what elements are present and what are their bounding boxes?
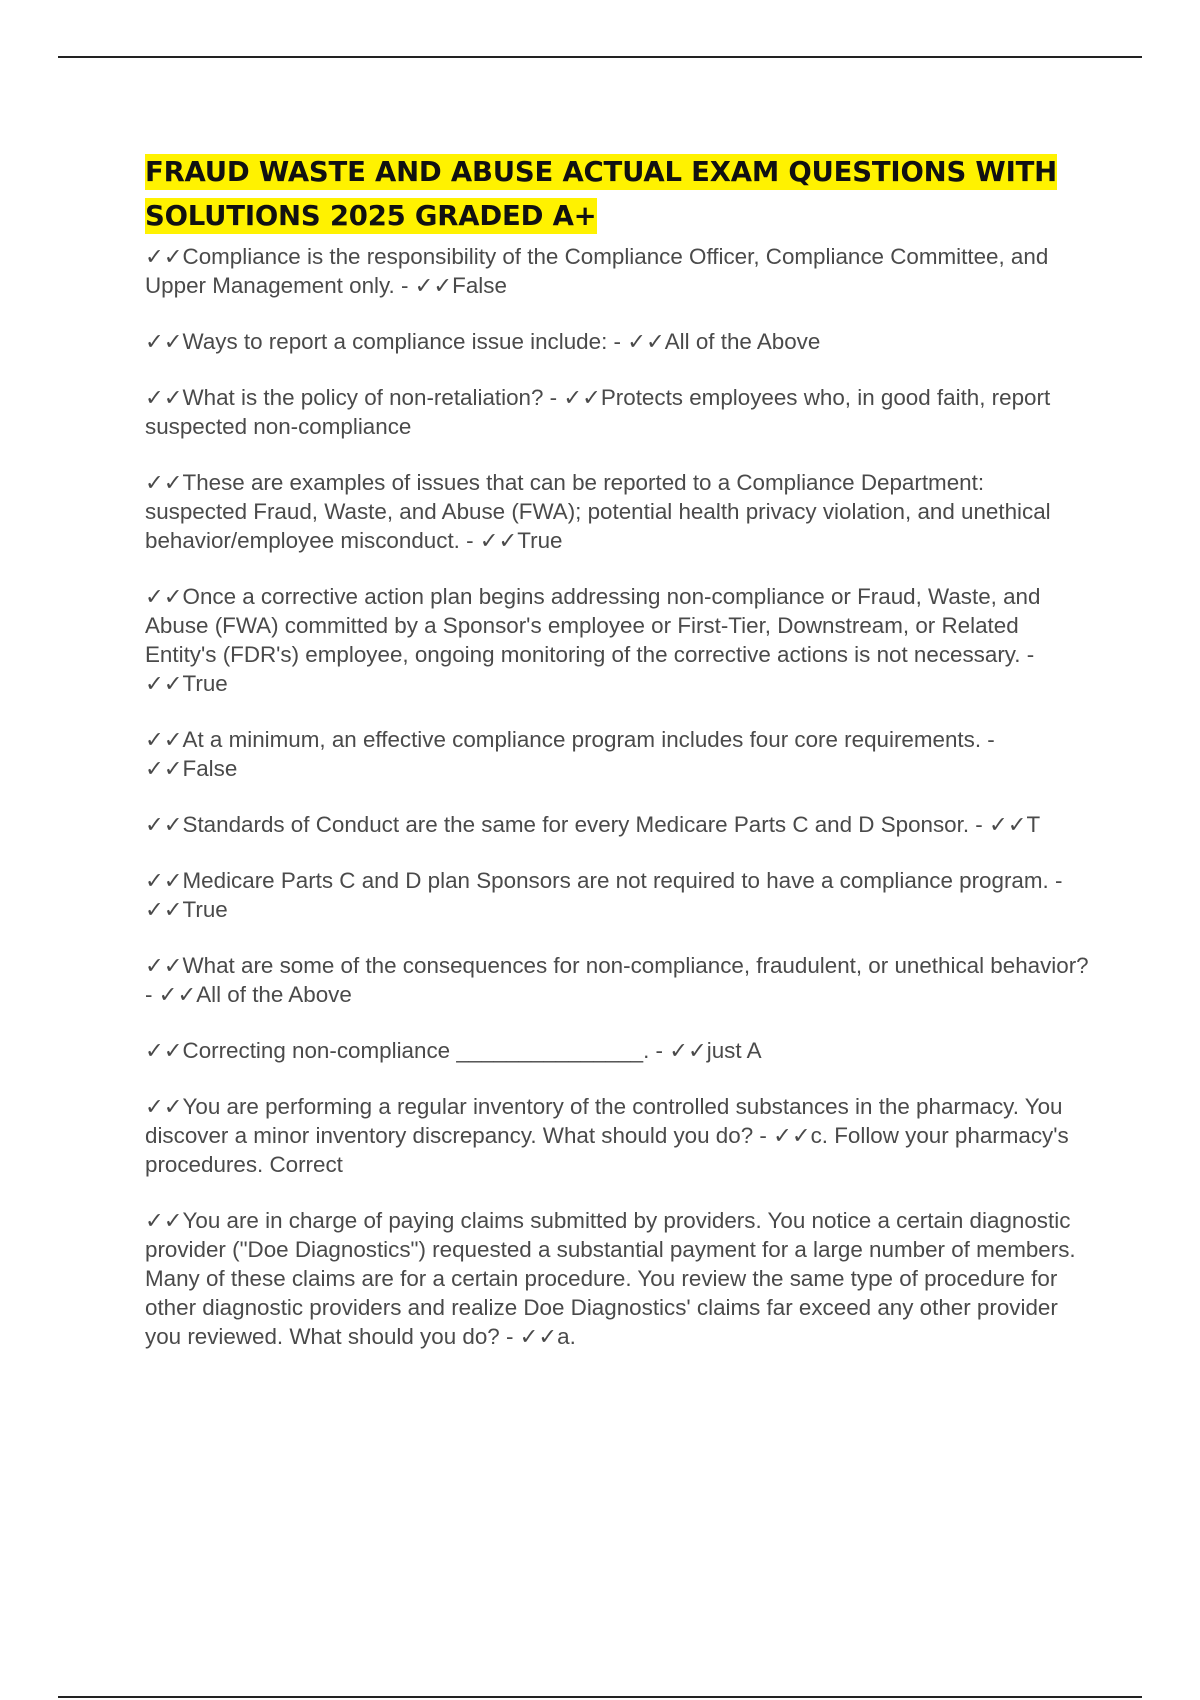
qa-item: ✓✓Correcting non-compliance _______________. - ✓✓just A <box>145 1038 762 1063</box>
qa-item: ✓✓Ways to report a compliance issue include: - ✓✓All of the Above <box>145 329 821 354</box>
qa-item: ✓✓Once a corrective action plan begins addressing non-compliance or Fraud, Waste, and Abuse (FWA) committed by a Sponsor's employee or First-Tier, Downstream, or Related Entity's (FDR's) employee, ongoing monitoring of the corrective actions is not necessary. - ✓✓True <box>145 584 1041 696</box>
qa-item: ✓✓Medicare Parts C and D plan Sponsors are not required to have a compliance program. - ✓✓True <box>145 868 1063 922</box>
qa-item: ✓✓You are in charge of paying claims submitted by providers. You notice a certain diagnostic provider ("Doe Diagnostics") requested a substantial payment for a large number of members. Many of these claims are for a certain procedure. You review the same type of procedure for other diagnostic providers and realize Doe Diagnostics' claims far exceed any other provider you reviewed. What should you do? - ✓✓a. <box>145 1208 1076 1349</box>
document-body <box>145 150 1090 1378</box>
bottom-rule <box>58 1696 1142 1698</box>
qa-item: ✓✓What is the policy of non-retaliation? - ✓✓Protects employees who, in good faith, report suspected non-compliance <box>145 385 1051 439</box>
qa-item: ✓✓These are examples of issues that can be reported to a Compliance Department: suspected Fraud, Waste, and Abuse (FWA); potential health privacy violation, and unethical behavior/employee misconduct. - ✓✓True <box>145 470 1051 553</box>
qa-item: ✓✓Standards of Conduct are the same for every Medicare Parts C and D Sponsor. - ✓✓T <box>145 812 1041 837</box>
qa-item: ✓✓At a minimum, an effective compliance program includes four core requirements. - ✓✓False <box>145 727 995 781</box>
document-title-text: FRAUD WASTE AND ABUSE ACTUAL EXAM QUESTIONS WITH SOLUTIONS 2025 GRADED A+ <box>145 156 1057 232</box>
qa-item: ✓✓You are performing a regular inventory of the controlled substances in the pharmacy. You discover a minor inventory discrepancy. What should you do? - ✓✓c. Follow your pharmacy's procedures. Correct <box>145 1094 1069 1177</box>
document-title <box>145 150 1090 238</box>
qa-item: ✓✓What are some of the consequences for non-compliance, fraudulent, or unethical behavior? - ✓✓All of the Above <box>145 953 1089 1007</box>
top-rule <box>58 56 1142 58</box>
qa-item: ✓✓Compliance is the responsibility of the Compliance Officer, Compliance Committee, and Upper Management only. - ✓✓False <box>145 244 1049 298</box>
